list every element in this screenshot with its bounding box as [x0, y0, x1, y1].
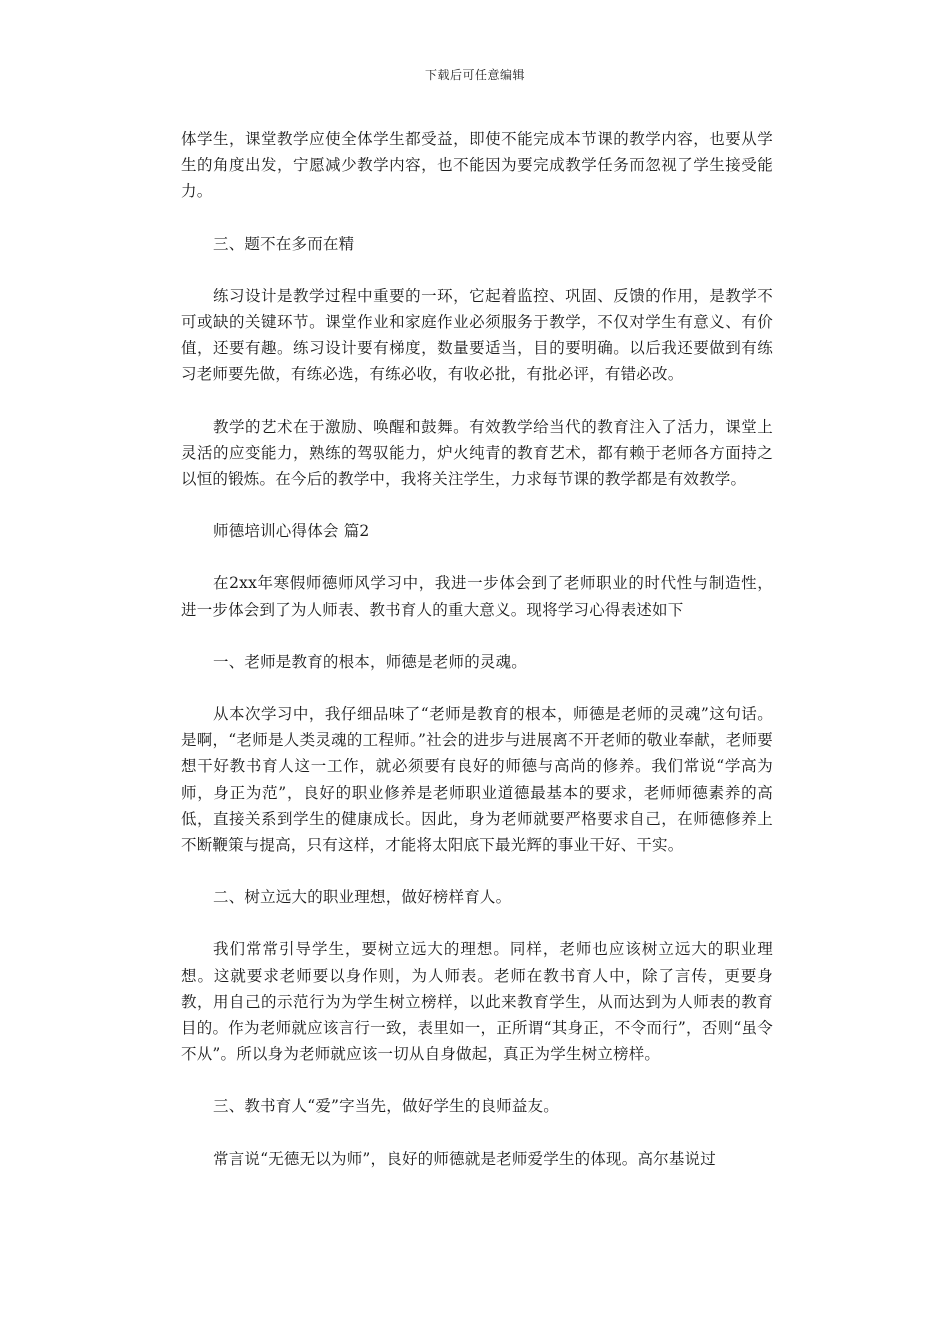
paragraph: 我们常常引导学生，要树立远大的理想。同样，老师也应该树立远大的职业理想。这就要求老师要以身作则，为人师表。老师在教书育人中，除了言传，更要身教，用自己的示范行为为学生树立榜样，以此来教育学生，从而达到为人师表的教育目的。作为老师就应该言行一致，表里如一，正所谓“其身正，不令而行”，否则“虽令不从”。所以身为老师就应该一切从自身做起，真正为学生树立榜样。: [181, 940, 773, 1064]
page-header-note: 下载后可任意编辑: [424, 68, 525, 82]
paragraph: 在2xx年寒假师德师风学习中，我进一步体会到了老师职业的时代性与制造性，进一步体会到了为人师表、教书育人的重大意义。现将学习心得表述如下: [181, 574, 773, 619]
document-body: [181, 126, 773, 1198]
paragraph: 体学生，课堂教学应使全体学生都受益，即使不能完成本节课的教学内容，也要从学生的角度出发，宁愿减少教学内容，也不能因为要完成教学任务而忽视了学生接受能力。: [181, 130, 773, 201]
paragraph: 练习设计是教学过程中重要的一环，它起着监控、巩固、反馈的作用，是教学不可或缺的关键环节。课堂作业和家庭作业必须服务于教学，不仅对学生有意义、有价值，还要有趣。练习设计要有梯度，数量要适当，目的要明确。以后我还要做到有练习老师要先做，有练必选，有练必收，有收必批，有批必评，有错必改。: [181, 286, 773, 384]
paragraph: 教学的艺术在于激励、唤醒和鼓舞。有效教学给当代的教育注入了活力，课堂上灵活的应变能力，熟练的驾驭能力，炉火纯青的教育艺术，都有赖于老师各方面持之以恒的锻炼。在今后的教学中，我将关注学生，力求每节课的教学都是有效教学。: [181, 417, 773, 489]
section-heading: 三、题不在多而在精: [213, 234, 355, 253]
article-title: 师德培训心得体会 篇2: [213, 522, 370, 541]
paragraph: 从本次学习中，我仔细品味了“老师是教育的根本，师德是老师的灵魂”这句话。是啊，“老师是人类灵魂的工程师。”社会的进步与进展离不开老师的敬业奉献，老师要想干好教书育人这一工作，就必须要有良好的师德与高尚的修养。我们常说“学高为师，身正为范”，良好的职业修养是老师职业道德最基本的要求，老师师德素养的高低，直接关系到学生的健康成长。因此，身为老师就要严格要求自己，在师德修养上不断鞭策与提高，只有这样，才能将太阳底下最光辉的事业干好、干实。: [181, 705, 773, 855]
section-heading: 三、教书育人“爱”字当先，做好学生的良师益友。: [213, 1097, 559, 1116]
section-heading: 一、老师是教育的根本，师德是老师的灵魂。: [213, 652, 528, 671]
paragraph: 常言说“无德无以为师”，良好的师德就是老师爱学生的体现。高尔基说过: [213, 1149, 716, 1168]
section-heading: 二、树立远大的职业理想，做好榜样育人。: [213, 888, 512, 907]
